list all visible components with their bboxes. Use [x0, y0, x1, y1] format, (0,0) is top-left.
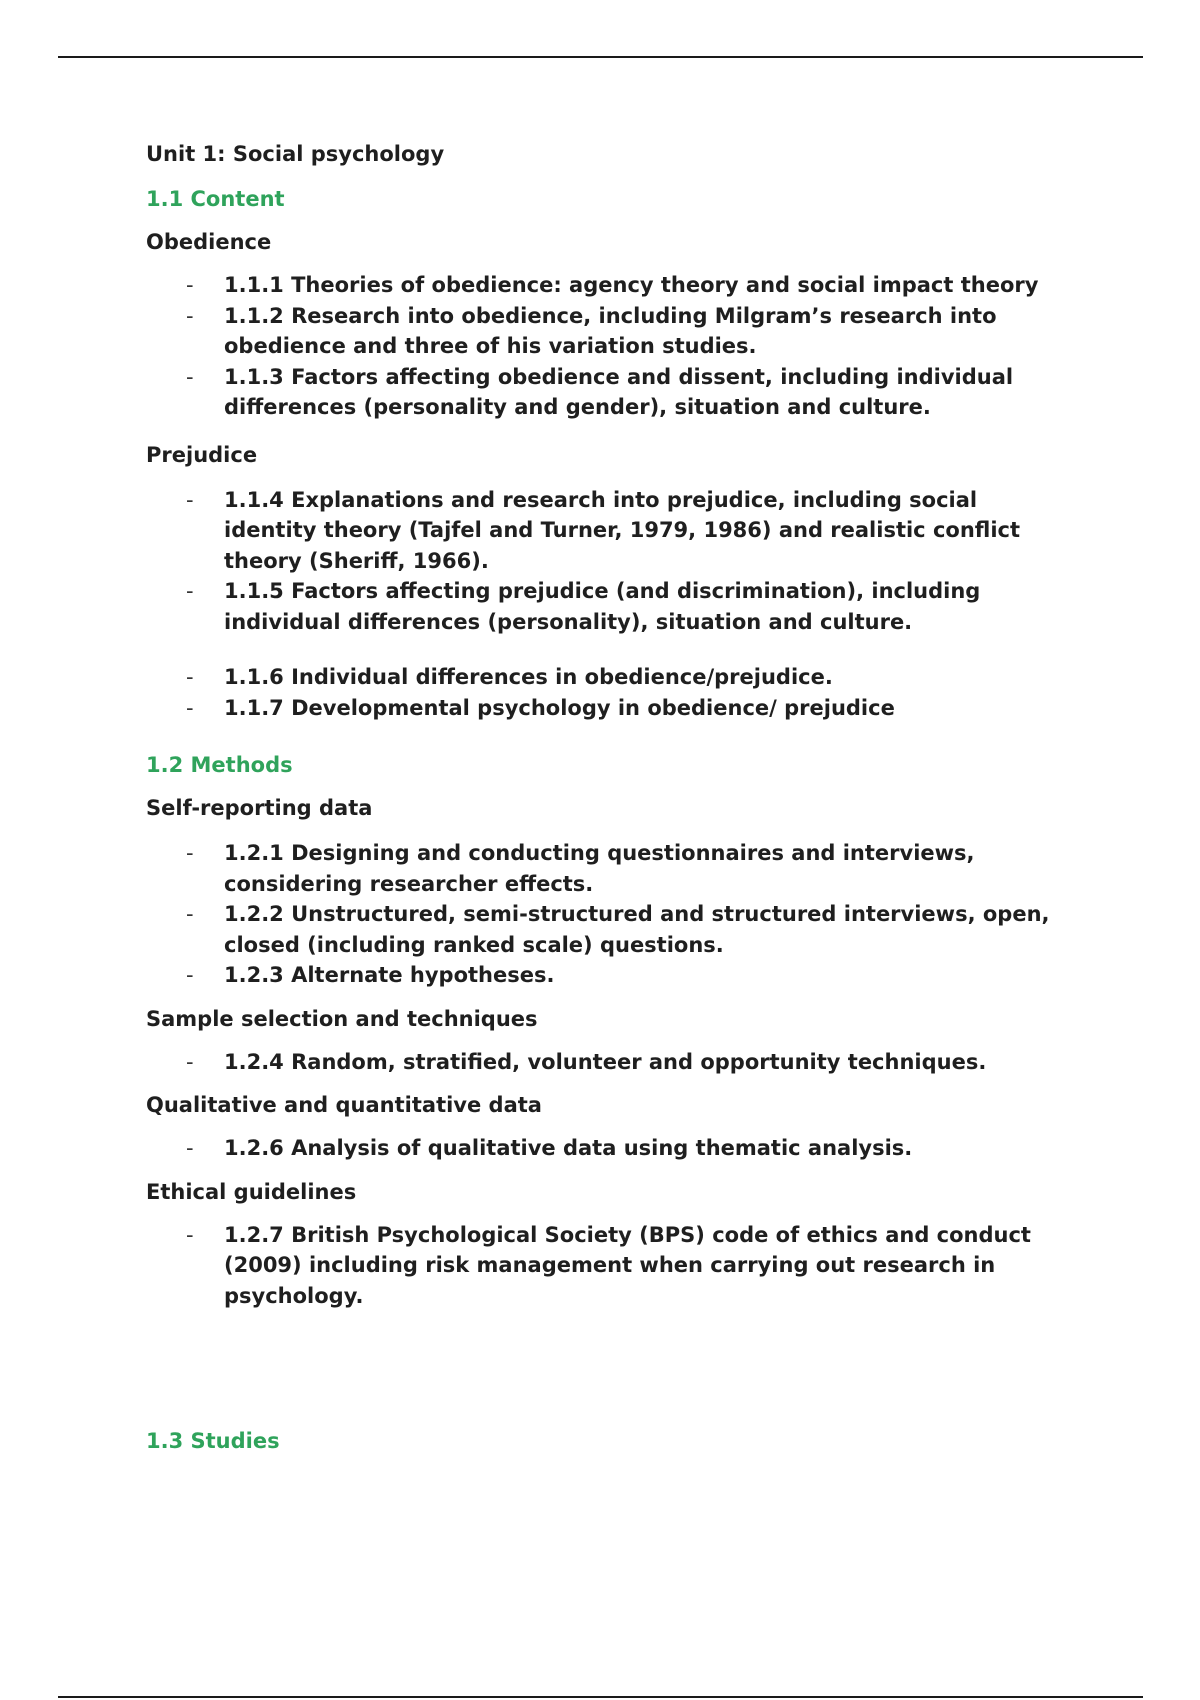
bullet-dash: -: [186, 579, 194, 603]
bullet-dash: -: [186, 1222, 194, 1247]
bullet-dash: -: [186, 1136, 194, 1160]
qual-quant-list: [146, 1133, 1066, 1164]
list-item: [146, 838, 1066, 899]
bullet-dash: -: [186, 303, 194, 328]
section-heading-studies: 1.3 Studies: [146, 1429, 280, 1453]
section-heading-methods: 1.2 Methods: [146, 753, 293, 777]
list-item-text: 1.2.6 Analysis of qualitative data using thematic analysis.: [224, 1136, 913, 1160]
list-item: [146, 301, 1066, 362]
subheading-self-reporting: Self-reporting data: [146, 796, 373, 820]
bullet-dash: -: [186, 665, 194, 689]
list-item-text: 1.2.4 Random, stratified, volunteer and opportunity techniques.: [224, 1049, 987, 1074]
list-item: [146, 1047, 1066, 1078]
bullet-dash: -: [186, 1049, 194, 1074]
list-item: [146, 662, 1066, 693]
prejudice-list: [146, 485, 1066, 638]
list-item-text: 1.1.7 Developmental psychology in obedience/ prejudice: [224, 695, 895, 720]
subheading-prejudice: Prejudice: [146, 442, 258, 467]
bullet-dash: -: [186, 695, 194, 720]
bullet-dash: -: [186, 487, 194, 512]
list-item-text: 1.1.3 Factors affecting obedience and dissent, including individual differences (personality and gender), situation and culture.: [224, 364, 1014, 419]
bullet-dash: -: [186, 364, 194, 389]
list-item-text: 1.2.3 Alternate hypotheses.: [224, 963, 555, 987]
bottom-rule: [58, 1696, 1143, 1698]
list-item: [146, 576, 1066, 637]
list-item-text: 1.1.6 Individual differences in obedience/prejudice.: [224, 665, 833, 689]
list-item-text: 1.1.2 Research into obedience, including Milgram’s research into obedience and three of his variation studies.: [224, 303, 997, 358]
list-item: [146, 1133, 1066, 1164]
list-item: [146, 693, 1066, 724]
bullet-dash: -: [186, 841, 194, 865]
list-item-text: 1.1.1 Theories of obedience: agency theory and social impact theory: [224, 273, 1039, 297]
list-item-text: 1.2.2 Unstructured, semi-structured and structured interviews, open, closed (including ranked scale) questions.: [224, 902, 1050, 957]
list-item: [146, 899, 1066, 960]
sampling-list: [146, 1047, 1066, 1078]
document-page: [146, 142, 1066, 1453]
unit-title: Unit 1: Social psychology: [146, 142, 445, 166]
prejudice-extra-list: [146, 662, 1066, 723]
list-item-text: 1.1.5 Factors affecting prejudice (and discrimination), including individual differences (personality), situation and culture.: [224, 579, 981, 634]
subheading-ethics: Ethical guidelines: [146, 1179, 357, 1204]
self-reporting-list: [146, 838, 1066, 991]
top-rule: [58, 56, 1143, 58]
subheading-obedience: Obedience: [146, 230, 272, 254]
list-item: [146, 960, 1066, 991]
list-item: [146, 362, 1066, 423]
list-item: [146, 270, 1066, 301]
subheading-sampling: Sample selection and techniques: [146, 1006, 538, 1031]
list-item-text: 1.2.1 Designing and conducting questionnaires and interviews, considering researcher effects.: [224, 841, 975, 896]
bullet-dash: -: [186, 273, 194, 297]
list-item: [146, 1220, 1066, 1312]
bullet-dash: -: [186, 902, 194, 926]
list-item: [146, 485, 1066, 577]
list-item-text: 1.1.4 Explanations and research into prejudice, including social identity theory (Tajfel and Turner, 1979, 1986) and realistic conflict theory (Sheriff, 1966).: [224, 487, 1021, 573]
bullet-dash: -: [186, 963, 194, 987]
obedience-list: [146, 270, 1066, 423]
subheading-qual-quant: Qualitative and quantitative data: [146, 1093, 542, 1117]
ethics-list: [146, 1220, 1066, 1312]
section-heading-content: 1.1 Content: [146, 187, 285, 211]
list-item-text: 1.2.7 British Psychological Society (BPS) code of ethics and conduct (2009) including risk management when carrying out research in psychology.: [224, 1222, 1031, 1308]
